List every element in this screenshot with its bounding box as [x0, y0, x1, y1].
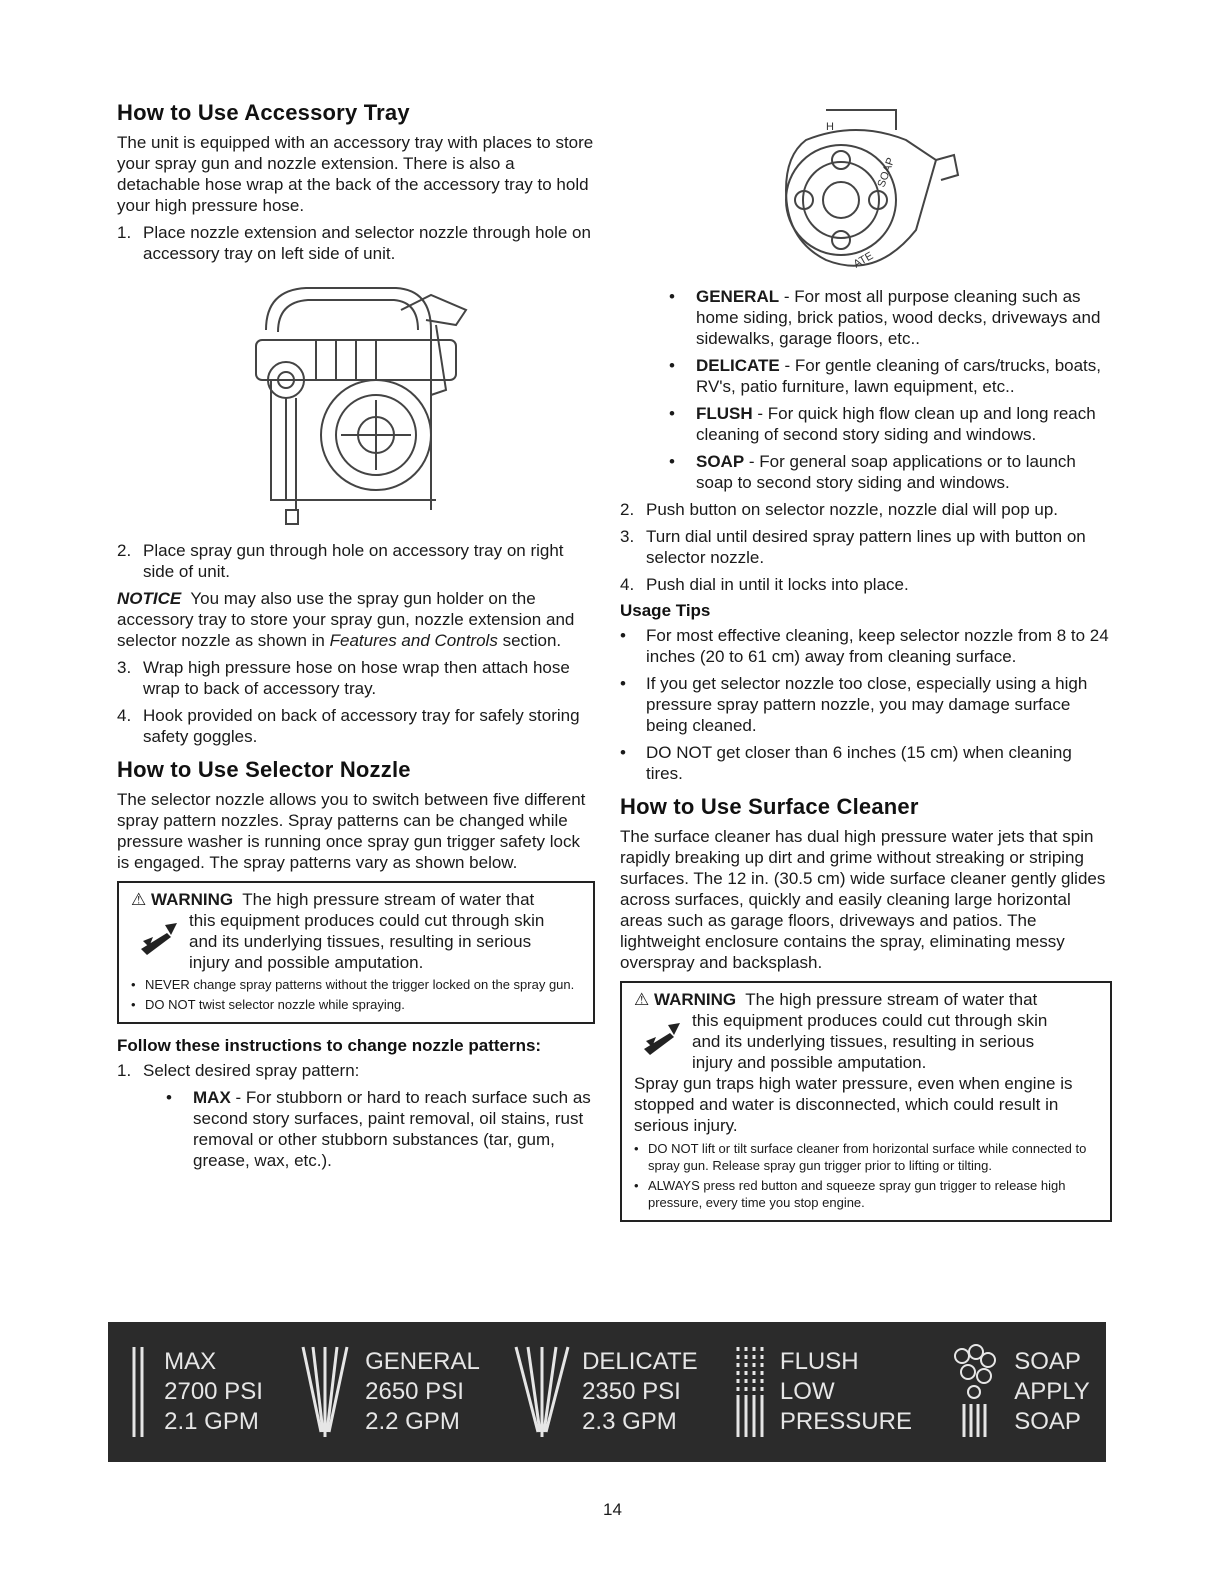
warning-bullet: • DO NOT twist selector nozzle while spraying.	[131, 997, 405, 1012]
dial-label-soap: SOAP	[875, 156, 898, 190]
nozzle-step-4: 4. Push dial in until it locks into place.	[620, 575, 909, 594]
general-pattern-icon	[295, 1342, 355, 1442]
cut-hazard-icon	[634, 1010, 692, 1073]
delicate-pattern-icon	[512, 1342, 572, 1442]
tray-step-2: 2. Place spray gun through hole on accessory tray on right side of unit.	[117, 541, 564, 581]
usage-tip: • For most effective cleaning, keep selector nozzle from 8 to 24 inches (20 to 61 cm) away from cleaning surface.	[620, 626, 1109, 666]
warning-bullet: • ALWAYS press red button and squeeze spray gun trigger to release high pressure, every time you stop engine.	[634, 1178, 1066, 1210]
surface-warning-box: ⚠ WARNING The high pressure stream of water that this equipment produces could cut through skin and its underlying tissues, resulting in serious injury and possible amputation. Spray gun traps high water pressure, even when engine is stopped and water is disconnected, which could result in serious injury. • DO NOT lift or tilt surface cleaner from horizontal surface while connected to spray gun. Release spray gun trigger prior to lifting or tilting. • ALWAYS press red button and squeeze spray gun trigger to release high pressure, every time you stop engine.	[620, 981, 1112, 1222]
tray-intro: The unit is equipped with an accessory tray with places to store your spray gun and nozzle extension. There is also a detachable hose wrap at the back of the accessory tray to hold your high pressure hose.	[117, 133, 594, 215]
usage-tip: • If you get selector nozzle too close, especially using a high pressure spray pattern nozzle, you may damage surface being cleaned.	[620, 674, 1088, 735]
nozzle-step-2: 2. Push button on selector nozzle, nozzle dial will pop up.	[620, 500, 1059, 519]
warning-triangle-icon: ⚠	[131, 890, 147, 909]
features-controls-reference: Features and Controls	[329, 631, 498, 650]
pattern-general: • GENERAL - For most all purpose cleaning such as home siding, brick patios, wood decks, driveways and sidewalks, garage floors, etc..	[669, 287, 1101, 348]
surface-cleaner-heading: How to Use Surface Cleaner	[620, 794, 919, 819]
selector-heading: How to Use Selector Nozzle	[117, 757, 411, 782]
flush-pattern-icon	[730, 1342, 770, 1442]
nozzle-step-3: 3. Turn dial until desired spray pattern lines up with button on selector nozzle.	[620, 527, 1086, 567]
pattern-soap: • SOAP - For general soap applications or to launch soap to second story siding and windows.	[669, 452, 1076, 492]
max-pattern-icon	[124, 1342, 154, 1442]
warning-title: WARNING	[653, 990, 737, 1009]
selector-nozzle-illustration	[620, 100, 1112, 280]
tray-step-4: 4. Hook provided on back of accessory tray for safely storing safety goggles.	[117, 706, 580, 746]
accessory-tray-illustration	[117, 270, 595, 532]
selector-intro: The selector nozzle allows you to switch between five different spray pattern nozzles. Spray patterns can be changed while pressure washer is running once spray gun trigger safety lock is engaged. The spray patterns vary as shown below.	[117, 790, 586, 872]
cut-hazard-icon	[131, 910, 189, 973]
pattern-delicate: • DELICATE - For gentle cleaning of cars/trucks, boats, RV's, patio furniture, lawn equipment, etc..	[669, 356, 1102, 396]
tray-step-1: 1. Place nozzle extension and selector nozzle through hole on accessory tray on left side of unit.	[117, 223, 591, 263]
pattern-tile-flush: FLUSH LOW PRESSURE	[730, 1342, 912, 1442]
nozzle-step-1: 1. Select desired spray pattern:	[117, 1061, 360, 1080]
spray-pattern-strip	[108, 1322, 1106, 1462]
tray-step-3: 3. Wrap high pressure hose on hose wrap then attach hose wrap to back of accessory tray.	[117, 658, 570, 698]
pattern-tile-max: MAX 2700 PSI 2.1 GPM	[124, 1342, 263, 1442]
dial-label-top: H	[826, 121, 834, 133]
selector-warning-box: ⚠ WARNING The high pressure stream of water that this equipment produces could cut through skin and its underlying tissues, resulting in serious injury and possible amputation. • NEVER change spray patterns without the trigger locked on the spray gun. • DO NOT twist selector nozzle while spraying.	[117, 881, 595, 1024]
pattern-tile-general: GENERAL 2650 PSI 2.2 GPM	[295, 1342, 480, 1442]
left-column	[117, 100, 595, 1177]
usage-tips-heading: Usage Tips	[620, 601, 711, 620]
pattern-tile-delicate: DELICATE 2350 PSI 2.3 GPM	[512, 1342, 698, 1442]
follow-instructions-heading: Follow these instructions to change nozzle patterns:	[117, 1036, 542, 1055]
warning-bullet: • NEVER change spray patterns without the trigger locked on the spray gun.	[131, 977, 575, 992]
right-column	[620, 100, 1112, 1234]
dial-label-delicate: ATE	[851, 249, 876, 271]
pattern-max: • MAX - For stubborn or hard to reach surface such as second story surfaces, paint removal, oil stains, rust removal or other stubborn substances (tar, gum, grease, wax, etc.).	[166, 1088, 591, 1170]
warning-title: WARNING	[150, 890, 234, 909]
warning-bullet: • DO NOT lift or tilt surface cleaner from horizontal surface while connected to spray gun. Release spray gun trigger prior to lifting or tilting.	[634, 1141, 1087, 1173]
surface-cleaner-intro: The surface cleaner has dual high pressure water jets that spin rapidly breaking up dirt and grime without streaking or striping surfaces. The 12 in. (30.5 cm) wide surface cleaner gently glides across surfaces, quickly and easily cleaning large horizontal areas such as garage floors, driveways and patios. The lightweight enclosure contains the spray, eliminating messy overspray and backsplash.	[620, 827, 1106, 972]
page-number: 14	[603, 1500, 622, 1519]
warning-triangle-icon: ⚠	[634, 990, 650, 1009]
surface-warning-extra: Spray gun traps high water pressure, even when engine is stopped and water is disconnected, which could result in serious injury.	[634, 1074, 1073, 1135]
tray-heading: How to Use Accessory Tray	[117, 100, 410, 125]
usage-tip: • DO NOT get closer than 6 inches (15 cm) when cleaning tires.	[620, 743, 1072, 783]
notice-label: NOTICE	[117, 589, 182, 608]
soap-pattern-icon	[944, 1342, 1004, 1442]
notice-paragraph: NOTICE You may also use the spray gun holder on the accessory tray to store your spray gun, nozzle extension and selector nozzle as shown in Features and Controls section.	[117, 589, 575, 650]
pattern-tile-soap: SOAP APPLY SOAP	[944, 1342, 1090, 1442]
pattern-flush: • FLUSH - For quick high flow clean up and long reach cleaning of second story siding and windows.	[669, 404, 1096, 444]
